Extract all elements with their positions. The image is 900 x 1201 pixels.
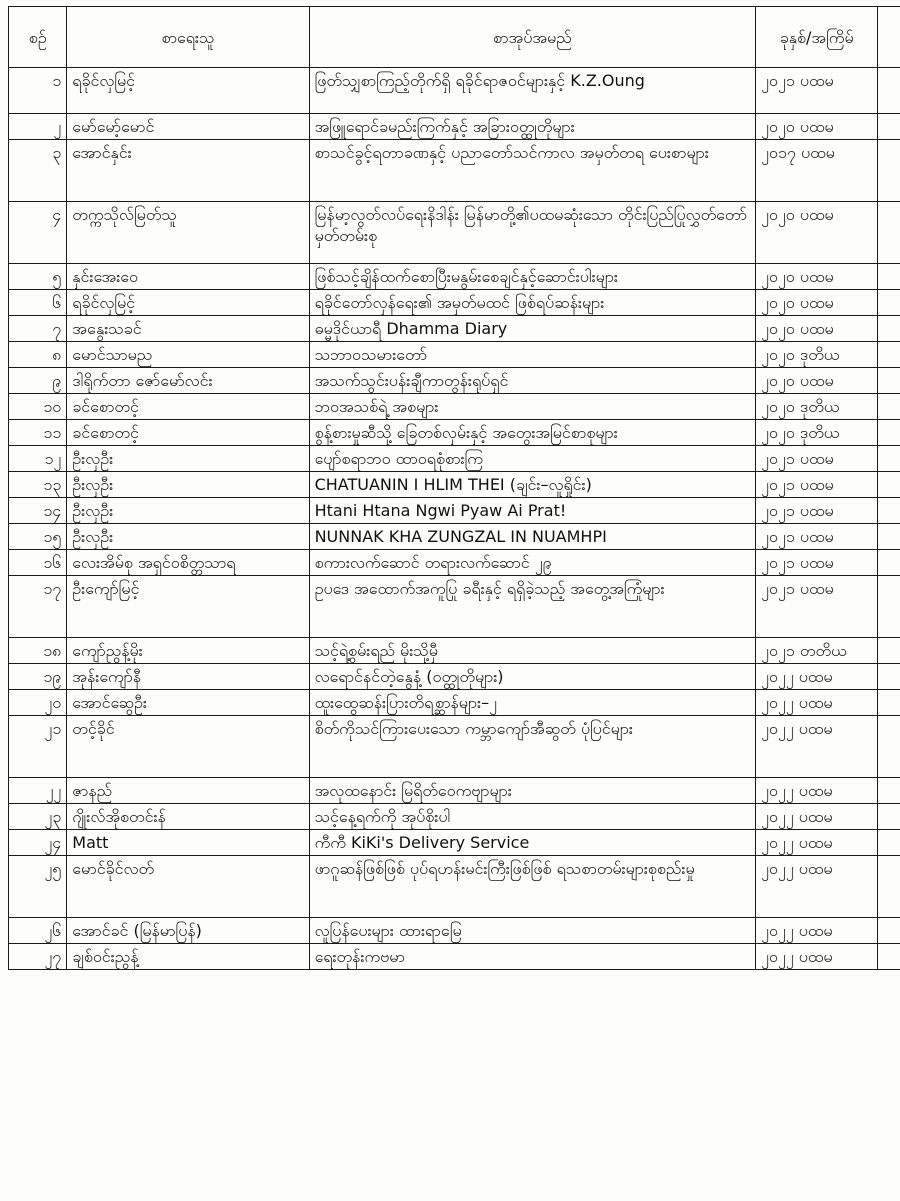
row-title: ဖြစ်သင့်ချိန်ထက်စောပြီးမနွမ်းစေချင်နှင့်ဆောင်းပါးများ — [309, 264, 755, 290]
row-edition: ၂၀၂၀ ဒုတိယ — [756, 420, 878, 446]
table-row — [9, 472, 900, 498]
row-edition: ၂၀၂၂ ပထမ — [756, 778, 878, 804]
table-row — [9, 202, 900, 264]
row-edition: ၂၀၂၀ ပထမ — [756, 202, 878, 264]
book-list-table — [8, 6, 900, 970]
row-author: ဒါရိုက်တာ ဇော်မော်လင်း — [67, 368, 309, 394]
table-row — [9, 856, 900, 918]
row-author: အောင်ခင် (မြန်မာပြန်) — [67, 918, 309, 944]
row-extra-cell — [878, 342, 900, 368]
row-author: ခင်စောတင့် — [67, 394, 309, 420]
row-author: ဦးလှဦး — [67, 524, 309, 550]
row-edition: ၂၀၂၁ ပထမ — [756, 472, 878, 498]
row-extra-cell — [878, 638, 900, 664]
header-edition: ခုနှစ်/အကြိမ် — [756, 7, 878, 68]
row-extra-cell — [878, 778, 900, 804]
row-author: တင့်ခိုင် — [67, 716, 309, 778]
table-row — [9, 524, 900, 550]
row-extra-cell — [878, 918, 900, 944]
row-title: ဖာဂူဆန်ဖြစ်ဖြစ် ပုပ်ရဟန်းမင်းကြီးဖြစ်ဖြစ် ရသစာတမ်းများစုစည်းမှု — [309, 856, 755, 918]
header-title: စာအုပ်အမည် — [309, 7, 755, 68]
table-row — [9, 944, 900, 970]
row-extra-cell — [878, 664, 900, 690]
row-edition: ၂၀၂၂ ပထမ — [756, 804, 878, 830]
row-extra-cell — [878, 472, 900, 498]
row-number: ၁၀ — [9, 394, 67, 420]
row-edition: ၂၀၂၂ ပထမ — [756, 716, 878, 778]
row-title: မြန်မာ့လွတ်လပ်ရေးနိဒါန်း မြန်မာတို့၏ပထမဆုံးသော တိုင်းပြည်ပြုလွှတ်တော်မှတ်တမ်းစု — [309, 202, 755, 264]
row-author: အုန်းကျော်နီ — [67, 664, 309, 690]
table-row — [9, 830, 900, 856]
row-extra-cell — [878, 804, 900, 830]
row-number: ၁၅ — [9, 524, 67, 550]
row-title: ပျော်စရာဘဝ ထာဝရစုံစားကြ — [309, 446, 755, 472]
row-title: ဘဝအသစ်ရဲ့ အစများ — [309, 394, 755, 420]
row-number: ၂၄ — [9, 830, 67, 856]
row-title: သင့်ရဲ့စွမ်းရည် မိုးသို့မှီ — [309, 638, 755, 664]
row-title: စိတ်ကိုသင်ကြားပေးသော ကမ္ဘာကျော်အီဆွတ် ပုံပြင်များ — [309, 716, 755, 778]
row-extra-cell — [878, 394, 900, 420]
row-extra-cell — [878, 830, 900, 856]
row-extra-cell — [878, 716, 900, 778]
row-edition: ၂၀၂၀ ဒုတိယ — [756, 342, 878, 368]
row-author: ကျော်ညွန့်မိုး — [67, 638, 309, 664]
row-edition: ၂၀၂၀ ပထမ — [756, 368, 878, 394]
table-row — [9, 264, 900, 290]
row-extra-cell — [878, 202, 900, 264]
row-title: ဓမ္မဒိုင်ယာရီ Dhamma Diary — [309, 316, 755, 342]
row-title: Htani Htana Ngwi Pyaw Ai Prat! — [309, 498, 755, 524]
row-number: ၈ — [9, 342, 67, 368]
row-number: ၁၁ — [9, 420, 67, 446]
table-row — [9, 690, 900, 716]
row-author: ဦးလှဦး — [67, 446, 309, 472]
row-extra-cell — [878, 690, 900, 716]
row-author: ဦးကျော်မြင့် — [67, 576, 309, 638]
table-row — [9, 342, 900, 368]
header-author: စာရေးသူ — [67, 7, 309, 68]
row-number: ၂ — [9, 114, 67, 140]
row-number: ၂၀ — [9, 690, 67, 716]
row-title: သင့်နေ့ရက်ကို အုပ်စိုးပါ — [309, 804, 755, 830]
row-author: ရခိုင်လှမြင့် — [67, 68, 309, 114]
row-number: ၅ — [9, 264, 67, 290]
row-number: ၃ — [9, 140, 67, 202]
row-number: ၁၄ — [9, 498, 67, 524]
table-row — [9, 664, 900, 690]
row-author: ဇာနည် — [67, 778, 309, 804]
row-number: ၁၈ — [9, 638, 67, 664]
row-number: ၁ — [9, 68, 67, 114]
table-row — [9, 140, 900, 202]
row-author: ဦးလှဦး — [67, 498, 309, 524]
row-extra-cell — [878, 446, 900, 472]
row-title: စာသင်ခွင့်ရတာခဏနှင့် ပညာတော်သင်ကာလ အမှတ်တရ ပေးစာများ — [309, 140, 755, 202]
header-extra-column — [878, 7, 900, 68]
row-number: ၇ — [9, 316, 67, 342]
row-number: ၂၅ — [9, 856, 67, 918]
row-number: ၉ — [9, 368, 67, 394]
row-author: ခင်စောတင့် — [67, 420, 309, 446]
table-row — [9, 550, 900, 576]
table-row — [9, 290, 900, 316]
row-title: လူပြန်ပေးများ ထားရာမြေ — [309, 918, 755, 944]
table-row — [9, 114, 900, 140]
row-edition: ၂၀၂၁ ပထမ — [756, 550, 878, 576]
row-extra-cell — [878, 944, 900, 970]
row-number: ၂၆ — [9, 918, 67, 944]
row-author: အောင်နှင်း — [67, 140, 309, 202]
row-title: အဖြူရောင်ခမည်းကြက်နှင့် အခြားဝတ္ထုတိုများ — [309, 114, 755, 140]
table-body — [9, 68, 900, 970]
row-title: ရခိုင်တော်လှန်ရေး၏ အမှတ်မထင် ဖြစ်ရပ်ဆန်းများ — [309, 290, 755, 316]
book-list-sheet — [8, 6, 900, 970]
row-title: အလုထနောင်း မြရိတ်ဝေကဗျာများ — [309, 778, 755, 804]
table-header-row — [9, 7, 900, 68]
row-edition: ၂၀၂၂ ပထမ — [756, 856, 878, 918]
table-row — [9, 638, 900, 664]
row-title: အသက်သွင်းပန်းချီကာတွန်းရုပ်ရှင် — [309, 368, 755, 394]
row-edition: ၂၀၂၂ ပထမ — [756, 664, 878, 690]
table-row — [9, 68, 900, 114]
row-number: ၁၃ — [9, 472, 67, 498]
row-edition: ၂၀၁၇ ပထမ — [756, 140, 878, 202]
row-number: ၂၂ — [9, 778, 67, 804]
row-edition: ၂၀၂၀ ပထမ — [756, 114, 878, 140]
row-extra-cell — [878, 140, 900, 202]
row-edition: ၂၀၂၁ ပထမ — [756, 576, 878, 638]
row-edition: ၂၀၂၀ ပထမ — [756, 264, 878, 290]
table-row — [9, 316, 900, 342]
row-number: ၁၂ — [9, 446, 67, 472]
row-title: NUNNAK KHA ZUNGZAL IN NUAMHPI — [309, 524, 755, 550]
row-title: ထူးထွေဆန်းပြားတိရစ္ဆာန်များ–၂ — [309, 690, 755, 716]
row-number: ၁၉ — [9, 664, 67, 690]
table-row — [9, 368, 900, 394]
row-title: ဖြတ်သျှစာကြည့်တိုက်ရှိ ရခိုင်ရာဇဝင်များနှင့် K.Z.Oung — [309, 68, 755, 114]
row-extra-cell — [878, 420, 900, 446]
row-extra-cell — [878, 68, 900, 114]
row-edition: ၂၀၂၁ ပထမ — [756, 446, 878, 472]
row-title: သဘာဝသမားတော် — [309, 342, 755, 368]
row-author: ရခိုင်လှမြင့် — [67, 290, 309, 316]
row-author: လေးအိမ်စု အရှင်ဝစိတ္တသာရ — [67, 550, 309, 576]
table-row — [9, 420, 900, 446]
row-title: ရေးတုန်းကဗမာ — [309, 944, 755, 970]
row-author: တက္ကသိုလ်မြတ်သူ — [67, 202, 309, 264]
row-author: နှင်းအေးဝေ — [67, 264, 309, 290]
row-title: လရောင်နင်တဲ့နွေနံ့ (ဝတ္ထုတိုများ) — [309, 664, 755, 690]
header-no: စဉ် — [9, 7, 67, 68]
row-edition: ၂၀၂၀ ပထမ — [756, 316, 878, 342]
table-row — [9, 498, 900, 524]
row-extra-cell — [878, 856, 900, 918]
row-edition: ၂၀၂၂ ပထမ — [756, 944, 878, 970]
row-author: ဦးလှဦး — [67, 472, 309, 498]
table-row — [9, 804, 900, 830]
table-row — [9, 716, 900, 778]
row-title: ဥပဒေ အထောက်အကူပြု ခရီးနှင့် ရရှိခဲ့သည့် အတွေ့အကြုံများ — [309, 576, 755, 638]
table-row — [9, 394, 900, 420]
row-extra-cell — [878, 550, 900, 576]
row-extra-cell — [878, 368, 900, 394]
row-edition: ၂၀၂၁ ပထမ — [756, 498, 878, 524]
row-author: ချစ်ဝင်းညွန့် — [67, 944, 309, 970]
row-title: စကားလက်ဆောင် တရားလက်ဆောင် ၂၉ — [309, 550, 755, 576]
row-number: ၄ — [9, 202, 67, 264]
row-author: ဂျိုးလ်အိုစတင်းန် — [67, 804, 309, 830]
row-extra-cell — [878, 290, 900, 316]
row-author: အောင်ဆွေဦး — [67, 690, 309, 716]
row-author: အနွေးသခင် — [67, 316, 309, 342]
row-edition: ၂၀၂၂ ပထမ — [756, 830, 878, 856]
table-row — [9, 918, 900, 944]
row-edition: ၂၀၂၂ ပထမ — [756, 918, 878, 944]
row-title: CHATUANIN I HLIM THEI (ချင်း–လူရှိုင်း) — [309, 472, 755, 498]
row-number: ၂၃ — [9, 804, 67, 830]
row-edition: ၂၀၂၁ ပထမ — [756, 68, 878, 114]
row-extra-cell — [878, 114, 900, 140]
row-extra-cell — [878, 264, 900, 290]
table-row — [9, 576, 900, 638]
row-edition: ၂၀၂၂ ပထမ — [756, 690, 878, 716]
row-edition: ၂၀၂၀ ပထမ — [756, 290, 878, 316]
row-extra-cell — [878, 316, 900, 342]
row-title: ကီကီ KiKi's Delivery Service — [309, 830, 755, 856]
row-number: ၁၆ — [9, 550, 67, 576]
row-author: Matt — [67, 830, 309, 856]
row-extra-cell — [878, 576, 900, 638]
row-extra-cell — [878, 524, 900, 550]
row-number: ၂၇ — [9, 944, 67, 970]
row-extra-cell — [878, 498, 900, 524]
row-author: မောင်ခိုင်လတ် — [67, 856, 309, 918]
row-author: မောင်သာမည — [67, 342, 309, 368]
row-number: ၆ — [9, 290, 67, 316]
row-number: ၁၇ — [9, 576, 67, 638]
row-edition: ၂၀၂၁ တတိယ — [756, 638, 878, 664]
row-edition: ၂၀၂၀ ဒုတိယ — [756, 394, 878, 420]
row-edition: ၂၀၂၁ ပထမ — [756, 524, 878, 550]
row-author: မော်မော့်မောင် — [67, 114, 309, 140]
row-title: စွန့်စားမှုဆီသို့ ခြေတစ်လှမ်းနှင့် အတွေးအမြင်စာစုများ — [309, 420, 755, 446]
table-row — [9, 778, 900, 804]
row-number: ၂၁ — [9, 716, 67, 778]
table-row — [9, 446, 900, 472]
